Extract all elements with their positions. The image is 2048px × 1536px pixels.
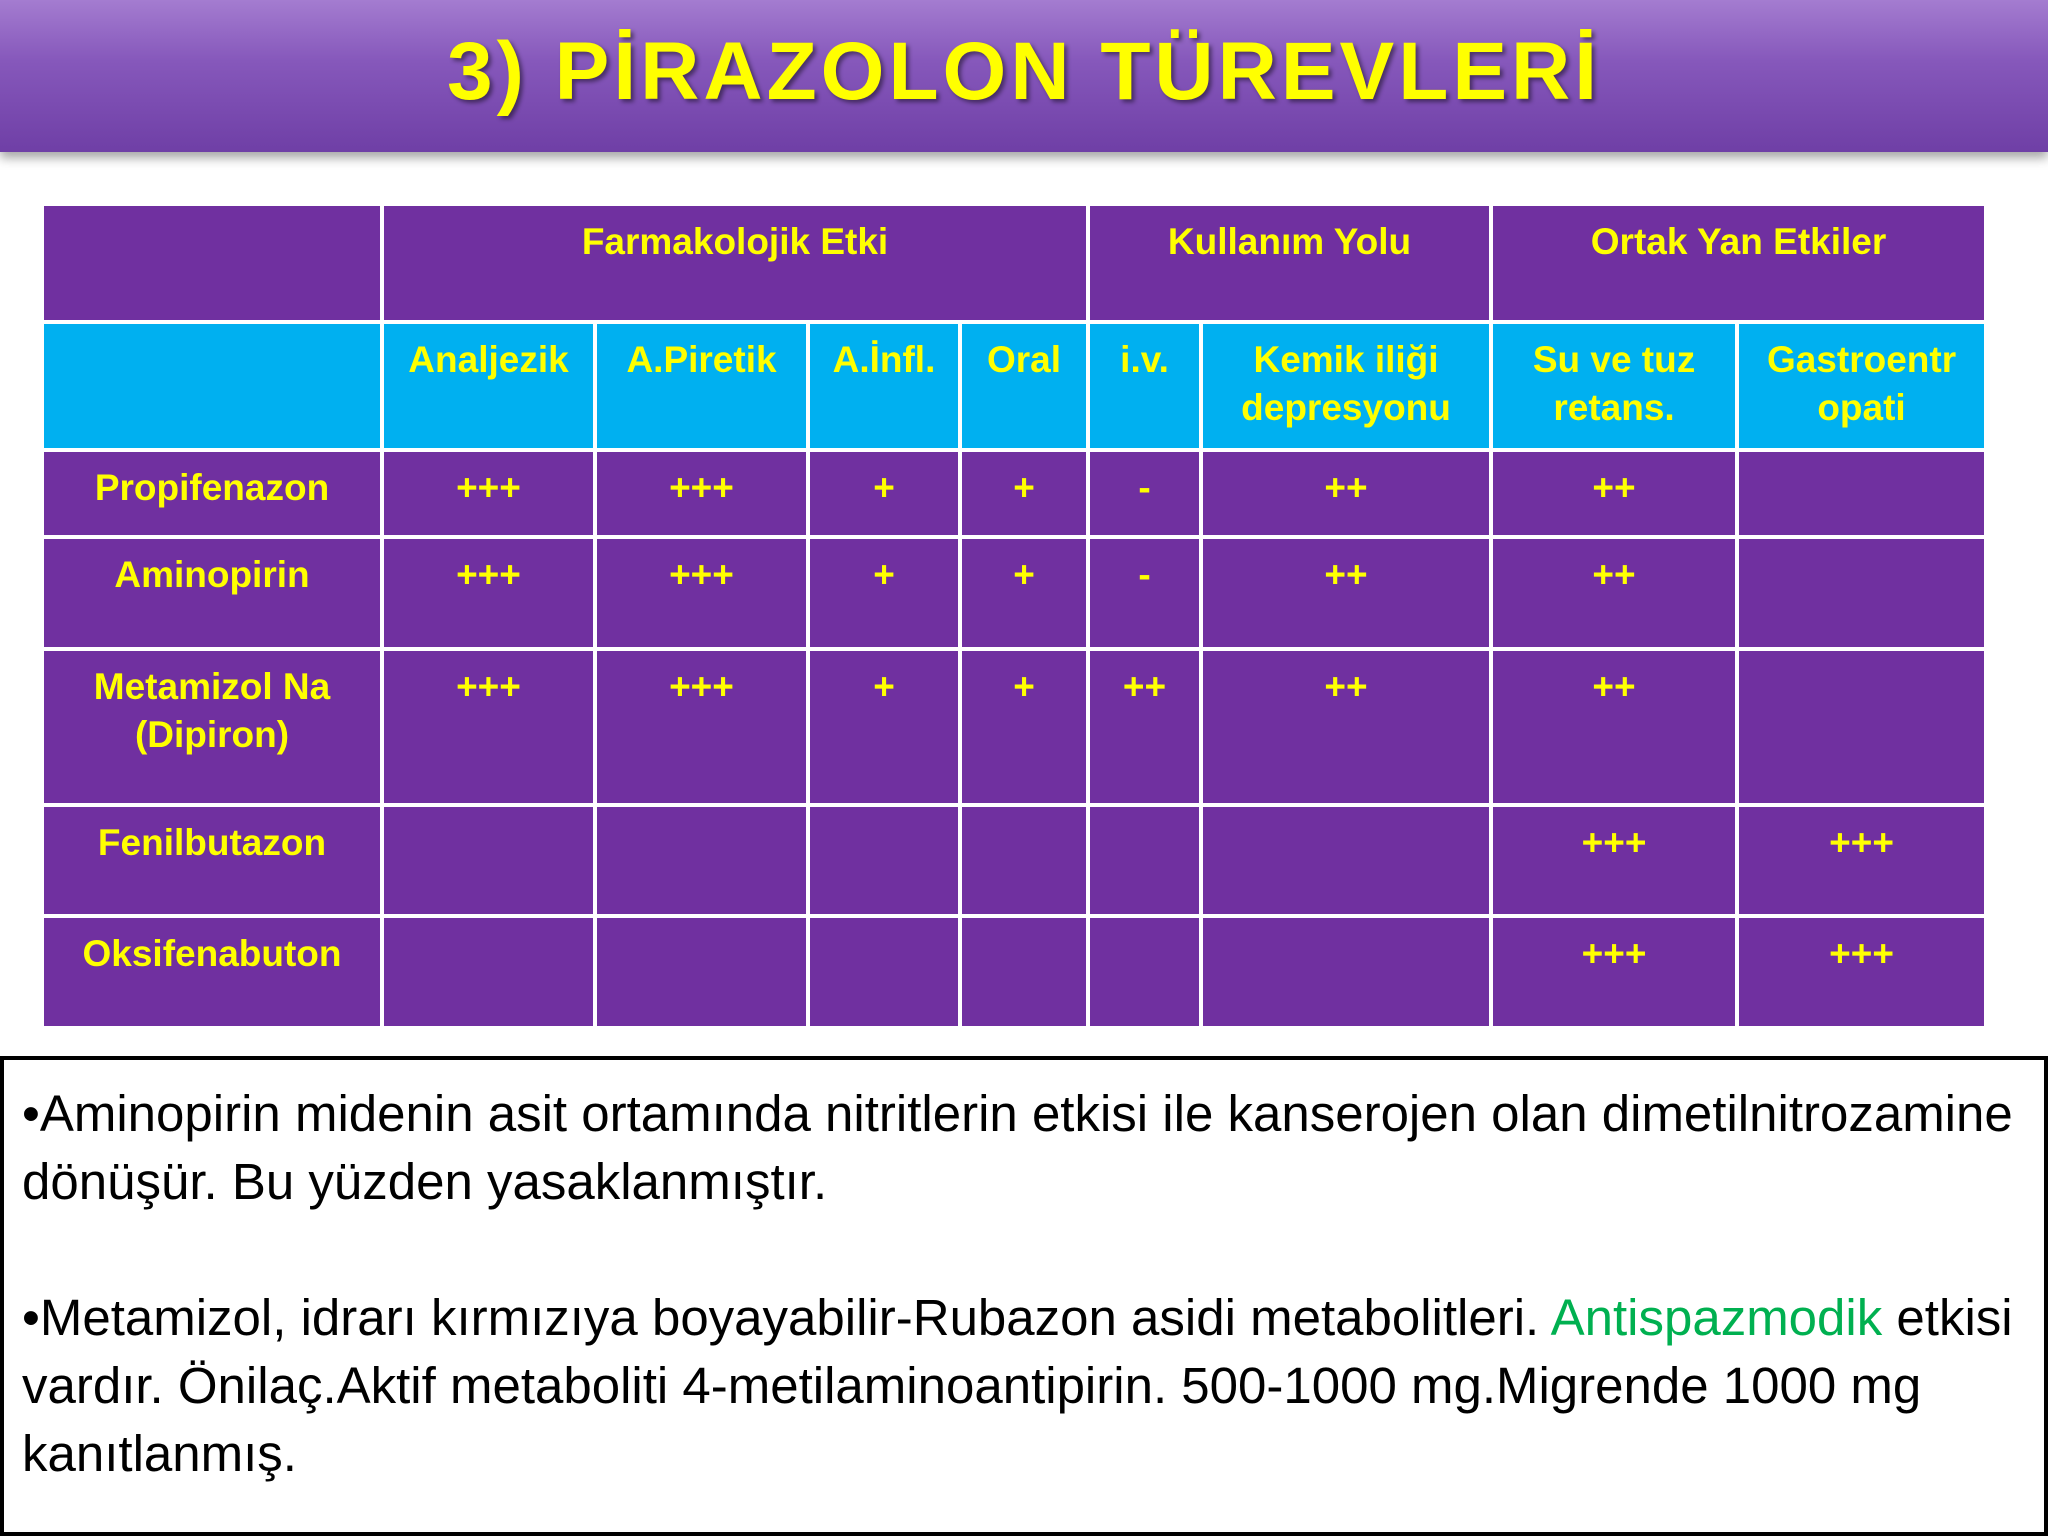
- table-cell: [960, 805, 1088, 916]
- note-metamizol: [22, 1284, 2026, 1488]
- table-cell: +++: [595, 649, 808, 805]
- notes-box: [0, 1056, 2048, 1536]
- table-cell: [808, 805, 960, 916]
- table-row: [42, 537, 1986, 649]
- table-cell: [1737, 450, 1986, 537]
- table-row: [42, 805, 1986, 916]
- note-metamizol-part1: •Metamizol, idrarı kırmızıya boyayabilir-Rubazon asidi metabolitleri.: [22, 1289, 1551, 1346]
- row-name: Fenilbutazon: [42, 805, 382, 916]
- table-cell: +: [808, 450, 960, 537]
- table-cell: [1201, 916, 1491, 1028]
- table-cell: +++: [1491, 805, 1737, 916]
- pyrazolone-table: [40, 202, 1988, 1030]
- table-cell: +++: [382, 537, 595, 649]
- sub-header-empty: [42, 322, 382, 450]
- table-cell: ++: [1491, 649, 1737, 805]
- group-header-empty: [42, 204, 382, 322]
- row-name: Propifenazon: [42, 450, 382, 537]
- group-header-row: [42, 204, 1986, 322]
- table-cell: +: [808, 537, 960, 649]
- table-cell: +: [960, 649, 1088, 805]
- table-cell: -: [1088, 537, 1201, 649]
- table-cell: [595, 805, 808, 916]
- table-cell: [1201, 805, 1491, 916]
- table-cell: ++: [1491, 450, 1737, 537]
- sub-header-bone-marrow: Kemik iliği depresyonu: [1201, 322, 1491, 450]
- row-name: Aminopirin: [42, 537, 382, 649]
- table-cell: +++: [595, 450, 808, 537]
- note-metamizol-part2: etkisi vardır. Önilaç.Aktif metaboliti 4-metilaminoantipirin. 500-1000 mg.Migrende 1000 mg kanıtlanmış.: [22, 1289, 2013, 1482]
- row-name: Oksifenabuton: [42, 916, 382, 1028]
- slide-title: 3) PİRAZOLON TÜREVLERİ: [446, 26, 1602, 117]
- sub-header-gastro: Gastroentr opati: [1737, 322, 1986, 450]
- table-cell: +: [808, 649, 960, 805]
- table-cell: +++: [1737, 805, 1986, 916]
- table-cell: +++: [382, 450, 595, 537]
- table-cell: ++: [1201, 649, 1491, 805]
- table-cell: [382, 916, 595, 1028]
- table-cell: [1088, 916, 1201, 1028]
- title-bar: [0, 0, 2048, 152]
- table-cell: [1088, 805, 1201, 916]
- group-header-pharmacologic: Farmakolojik Etki: [382, 204, 1088, 322]
- table-cell: ++: [1201, 537, 1491, 649]
- table-cell: [1737, 649, 1986, 805]
- group-header-route: Kullanım Yolu: [1088, 204, 1491, 322]
- table-cell: [808, 916, 960, 1028]
- table-cell: -: [1088, 450, 1201, 537]
- sub-header-antiinflammatory: A.İnfl.: [808, 322, 960, 450]
- row-name: Metamizol Na (Dipiron): [42, 649, 382, 805]
- table-cell: +: [960, 450, 1088, 537]
- note-aminopirin: •Aminopirin midenin asit ortamında nitritlerin etkisi ile kanserojen olan dimetilnitrozamine dönüşür. Bu yüzden yasaklanmıştır.: [22, 1085, 2013, 1210]
- table-row: [42, 450, 1986, 537]
- table-cell: [382, 805, 595, 916]
- table-cell: [960, 916, 1088, 1028]
- table-row: [42, 649, 1986, 805]
- sub-header-oral: Oral: [960, 322, 1088, 450]
- table-cell: +++: [1491, 916, 1737, 1028]
- table-row: [42, 916, 1986, 1028]
- sub-header-row: [42, 322, 1986, 450]
- table-cell: +++: [595, 537, 808, 649]
- sub-header-analgesic: Analjezik: [382, 322, 595, 450]
- sub-header-iv: i.v.: [1088, 322, 1201, 450]
- table-cell: [1737, 537, 1986, 649]
- antispasmodic-highlight: Antispazmodik: [1550, 1289, 1883, 1346]
- table-cell: ++: [1088, 649, 1201, 805]
- table-cell: ++: [1201, 450, 1491, 537]
- table-cell: +: [960, 537, 1088, 649]
- table-cell: +++: [1737, 916, 1986, 1028]
- group-header-side-effects: Ortak Yan Etkiler: [1491, 204, 1986, 322]
- sub-header-antipyretic: A.Piretik: [595, 322, 808, 450]
- table-cell: ++: [1491, 537, 1737, 649]
- table-cell: +++: [382, 649, 595, 805]
- table-cell: [595, 916, 808, 1028]
- sub-header-water-salt: Su ve tuz retans.: [1491, 322, 1737, 450]
